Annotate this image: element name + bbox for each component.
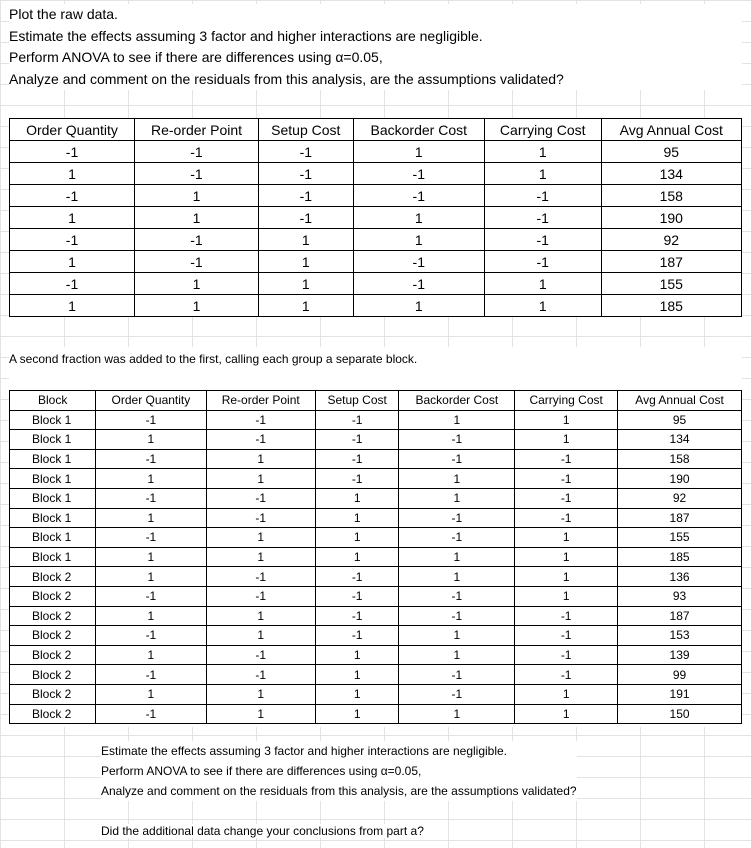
table-cell[interactable]: -1 <box>353 163 484 185</box>
table-cell[interactable]: Block 1 <box>10 508 96 528</box>
table-cell[interactable]: Block 2 <box>10 704 96 724</box>
table-cell[interactable]: 1 <box>353 229 484 251</box>
table-cell[interactable]: 99 <box>618 665 742 685</box>
table-cell[interactable]: 1 <box>135 295 259 317</box>
table-cell[interactable]: -1 <box>515 469 618 489</box>
header-carrying-cost: Carrying Cost <box>484 119 601 141</box>
table-cell[interactable]: 1 <box>484 295 601 317</box>
table-row <box>10 229 742 251</box>
table-cell[interactable]: -1 <box>353 273 484 295</box>
table-cell[interactable]: -1 <box>315 606 399 626</box>
table-cell[interactable]: 1 <box>10 207 135 229</box>
table-row <box>10 586 742 606</box>
table-cell[interactable]: 1 <box>515 410 618 430</box>
instruction-line: Analyze and comment on the residuals from this analysis, are the assumptions validated? <box>9 70 564 87</box>
header-carrying-cost: Carrying Cost <box>515 391 618 411</box>
table-cell[interactable]: 1 <box>96 508 206 528</box>
table-cell[interactable]: -1 <box>315 586 399 606</box>
table-cell[interactable]: 150 <box>618 704 742 724</box>
table-cell[interactable]: 1 <box>484 273 601 295</box>
table-cell[interactable]: -1 <box>258 207 353 229</box>
table-cell[interactable]: 1 <box>135 185 259 207</box>
table-cell[interactable]: -1 <box>96 449 206 469</box>
table-cell[interactable]: -1 <box>206 586 315 606</box>
table-cell[interactable]: 1 <box>206 449 315 469</box>
table-cell[interactable]: -1 <box>96 488 206 508</box>
table-cell[interactable]: -1 <box>96 704 206 724</box>
table-cell[interactable]: -1 <box>135 163 259 185</box>
header-reorder-point: Re-order Point <box>206 391 315 411</box>
table-cell[interactable]: Block 2 <box>10 684 96 704</box>
table-cell[interactable]: -1 <box>258 141 353 163</box>
table-cell[interactable]: 1 <box>484 141 601 163</box>
table-cell[interactable]: Block 2 <box>10 665 96 685</box>
table-cell[interactable]: 1 <box>258 295 353 317</box>
table-cell[interactable]: 1 <box>315 508 399 528</box>
table-cell[interactable]: 1 <box>206 547 315 567</box>
table-cell[interactable]: -1 <box>353 251 484 273</box>
table-cell[interactable]: 1 <box>10 251 135 273</box>
table-cell[interactable]: 185 <box>618 547 742 567</box>
table-cell[interactable]: Block 2 <box>10 567 96 587</box>
table-cell[interactable]: 1 <box>399 704 515 724</box>
table-cell[interactable]: 1 <box>515 586 618 606</box>
table-cell[interactable]: -1 <box>399 586 515 606</box>
table-cell[interactable]: 1 <box>135 207 259 229</box>
table-cell[interactable]: 1 <box>96 430 206 450</box>
table-cell[interactable]: 1 <box>399 626 515 646</box>
table-cell[interactable]: 134 <box>601 163 741 185</box>
table-cell[interactable]: Block 2 <box>10 626 96 646</box>
table-cell[interactable]: -1 <box>206 645 315 665</box>
table-cell[interactable]: 1 <box>315 684 399 704</box>
table-row <box>10 251 742 273</box>
table-cell[interactable]: -1 <box>315 567 399 587</box>
table-row <box>10 207 742 229</box>
table-cell[interactable]: -1 <box>399 665 515 685</box>
table-row <box>10 449 742 469</box>
table-cell[interactable]: 1 <box>399 645 515 665</box>
table-cell[interactable]: 1 <box>206 704 315 724</box>
instruction-line: Perform ANOVA to see if there are differences using α=0.05, <box>9 49 383 65</box>
table-cell[interactable]: -1 <box>515 606 618 626</box>
table-row <box>10 469 742 489</box>
header-reorder-point: Re-order Point <box>135 119 259 141</box>
table-cell[interactable]: Block 1 <box>10 430 96 450</box>
table-cell[interactable]: 136 <box>618 567 742 587</box>
table-cell[interactable]: -1 <box>399 606 515 626</box>
table-row <box>10 547 742 567</box>
table-row <box>10 665 742 685</box>
table-cell[interactable]: 1 <box>10 163 135 185</box>
table-row <box>10 645 742 665</box>
table-cell[interactable]: -1 <box>135 229 259 251</box>
table-row <box>10 295 742 317</box>
table-cell[interactable]: -1 <box>96 586 206 606</box>
table-cell[interactable]: -1 <box>399 430 515 450</box>
table-cell[interactable]: -1 <box>206 430 315 450</box>
table-cell[interactable]: -1 <box>399 508 515 528</box>
instruction-line: Estimate the effects assuming 3 factor and higher interactions are negligible. <box>101 744 508 758</box>
table-cell[interactable]: -1 <box>515 626 618 646</box>
instruction-line: Plot the raw data. <box>9 6 118 22</box>
table-cell[interactable]: -1 <box>315 469 399 489</box>
second-fraction-note: A second fraction was added to the first, calling each group a separate block. <box>9 352 418 366</box>
table-cell[interactable]: -1 <box>258 185 353 207</box>
table-cell[interactable]: -1 <box>135 251 259 273</box>
table-cell[interactable]: 1 <box>206 626 315 646</box>
table-row <box>10 185 742 207</box>
table-cell[interactable]: -1 <box>10 185 135 207</box>
table-cell[interactable]: 1 <box>206 684 315 704</box>
final-question: Did the additional data change your conclusions from part a? <box>101 824 424 838</box>
table-cell[interactable]: 1 <box>206 606 315 626</box>
table-cell[interactable]: 134 <box>618 430 742 450</box>
table-cell[interactable]: 187 <box>618 606 742 626</box>
instruction-line: Analyze and comment on the residuals from this analysis, are the assumptions validated? <box>101 784 577 798</box>
table-cell[interactable]: -1 <box>258 163 353 185</box>
header-order-quantity: Order Quantity <box>96 391 206 411</box>
table-cell[interactable]: 1 <box>399 488 515 508</box>
table-cell[interactable]: 1 <box>353 295 484 317</box>
table-cell[interactable]: -1 <box>206 488 315 508</box>
table-cell[interactable]: 1 <box>399 410 515 430</box>
table-cell[interactable]: -1 <box>10 229 135 251</box>
table-cell[interactable]: -1 <box>484 251 601 273</box>
table-cell[interactable]: Block 2 <box>10 645 96 665</box>
instruction-line: Perform ANOVA to see if there are differences using α=0.05, <box>101 764 422 778</box>
table-cell[interactable]: 1 <box>484 163 601 185</box>
table-cell[interactable]: -1 <box>315 430 399 450</box>
header-backorder-cost: Backorder Cost <box>353 119 484 141</box>
table-cell[interactable]: 155 <box>618 528 742 548</box>
table-cell[interactable]: 158 <box>601 185 741 207</box>
table-cell[interactable]: 95 <box>618 410 742 430</box>
table-cell[interactable]: Block 1 <box>10 449 96 469</box>
table-cell[interactable]: Block 1 <box>10 488 96 508</box>
table-cell[interactable]: 190 <box>601 207 741 229</box>
table-cell[interactable]: Block 2 <box>10 606 96 626</box>
table-cell[interactable]: 1 <box>515 528 618 548</box>
table-header-row <box>10 391 742 411</box>
table-row <box>10 488 742 508</box>
table-cell[interactable]: -1 <box>10 273 135 295</box>
table-row <box>10 528 742 548</box>
table-cell[interactable]: -1 <box>96 528 206 548</box>
table-cell[interactable]: 1 <box>515 684 618 704</box>
header-setup-cost: Setup Cost <box>315 391 399 411</box>
table-cell[interactable]: 190 <box>618 469 742 489</box>
table-cell[interactable]: -1 <box>206 410 315 430</box>
table-cell[interactable]: -1 <box>135 141 259 163</box>
table-cell[interactable]: 1 <box>206 528 315 548</box>
table-cell[interactable]: Block 2 <box>10 586 96 606</box>
table-cell[interactable]: -1 <box>96 626 206 646</box>
table-cell[interactable]: 1 <box>96 469 206 489</box>
table-cell[interactable]: 1 <box>96 606 206 626</box>
header-setup-cost: Setup Cost <box>258 119 353 141</box>
table-cell[interactable]: 95 <box>601 141 741 163</box>
instructions-top <box>9 4 742 90</box>
table-cell[interactable]: 191 <box>618 684 742 704</box>
table-cell[interactable]: -1 <box>96 665 206 685</box>
table-cell[interactable]: -1 <box>484 185 601 207</box>
table-cell[interactable]: 1 <box>96 684 206 704</box>
table-cell[interactable]: -1 <box>399 528 515 548</box>
design-table-1 <box>9 118 742 317</box>
table-cell[interactable]: -1 <box>515 449 618 469</box>
table-cell[interactable]: 1 <box>315 528 399 548</box>
table-cell[interactable]: 1 <box>399 469 515 489</box>
table-cell[interactable]: 1 <box>96 645 206 665</box>
table-cell[interactable]: 1 <box>399 567 515 587</box>
table-cell[interactable]: 92 <box>601 229 741 251</box>
table-cell[interactable]: -1 <box>206 665 315 685</box>
table-row <box>10 626 742 646</box>
table-cell[interactable]: Block 1 <box>10 528 96 548</box>
table-row <box>10 430 742 450</box>
table-cell[interactable]: 1 <box>315 488 399 508</box>
table-cell[interactable]: -1 <box>515 508 618 528</box>
table-cell[interactable]: Block 1 <box>10 410 96 430</box>
table-cell[interactable]: -1 <box>10 141 135 163</box>
table-cell[interactable]: 1 <box>258 229 353 251</box>
table-row <box>10 567 742 587</box>
header-avg-annual-cost: Avg Annual Cost <box>618 391 742 411</box>
table-cell[interactable]: -1 <box>315 449 399 469</box>
table-cell[interactable]: 1 <box>353 207 484 229</box>
table-cell[interactable]: 1 <box>96 547 206 567</box>
table-header-row <box>10 119 742 141</box>
table-cell[interactable]: -1 <box>399 684 515 704</box>
table-cell[interactable]: 1 <box>258 273 353 295</box>
table-row <box>10 410 742 430</box>
header-order-quantity: Order Quantity <box>10 119 135 141</box>
table-cell[interactable]: 1 <box>515 567 618 587</box>
table-row <box>10 141 742 163</box>
table-cell[interactable]: 1 <box>353 141 484 163</box>
table-cell[interactable]: 153 <box>618 626 742 646</box>
table-row <box>10 273 742 295</box>
table-cell[interactable]: 1 <box>315 665 399 685</box>
table-cell[interactable]: -1 <box>515 645 618 665</box>
table-cell[interactable]: 1 <box>315 547 399 567</box>
table-cell[interactable]: 185 <box>601 295 741 317</box>
table-row <box>10 684 742 704</box>
table-row <box>10 163 742 185</box>
header-block: Block <box>10 391 96 411</box>
table-cell[interactable]: -1 <box>315 410 399 430</box>
header-backorder-cost: Backorder Cost <box>399 391 515 411</box>
table-cell[interactable]: -1 <box>353 185 484 207</box>
instructions-bottom <box>101 741 577 801</box>
table-row <box>10 606 742 626</box>
table-cell[interactable]: 139 <box>618 645 742 665</box>
table-cell[interactable]: -1 <box>96 410 206 430</box>
table-cell[interactable]: Block 1 <box>10 547 96 567</box>
table-cell[interactable]: 155 <box>601 273 741 295</box>
table-cell[interactable]: 187 <box>618 508 742 528</box>
table-cell[interactable]: -1 <box>315 626 399 646</box>
table-cell[interactable]: 1 <box>315 645 399 665</box>
table-cell[interactable]: -1 <box>206 567 315 587</box>
table-cell[interactable]: 1 <box>515 547 618 567</box>
table-cell[interactable]: -1 <box>484 207 601 229</box>
table-cell[interactable]: 1 <box>135 273 259 295</box>
table-cell[interactable]: Block 1 <box>10 469 96 489</box>
table-cell[interactable]: 1 <box>315 704 399 724</box>
table-cell[interactable]: -1 <box>206 508 315 528</box>
table-row <box>10 508 742 528</box>
table-cell[interactable]: 1 <box>515 704 618 724</box>
table-cell[interactable]: -1 <box>484 229 601 251</box>
table-cell[interactable]: 1 <box>96 567 206 587</box>
header-avg-annual-cost: Avg Annual Cost <box>601 119 741 141</box>
table-cell[interactable]: 92 <box>618 488 742 508</box>
table-cell[interactable]: 1 <box>399 547 515 567</box>
table-cell[interactable]: -1 <box>399 449 515 469</box>
table-cell[interactable]: 187 <box>601 251 741 273</box>
table-cell[interactable]: 1 <box>206 469 315 489</box>
table-cell[interactable]: -1 <box>515 665 618 685</box>
table-cell[interactable]: -1 <box>515 488 618 508</box>
table-cell[interactable]: 1 <box>10 295 135 317</box>
table-row <box>10 704 742 724</box>
table-cell[interactable]: 93 <box>618 586 742 606</box>
instruction-line: Estimate the effects assuming 3 factor and higher interactions are negligible. <box>9 27 483 44</box>
table-cell[interactable]: 1 <box>515 430 618 450</box>
design-table-2 <box>9 390 742 724</box>
table-cell[interactable]: 158 <box>618 449 742 469</box>
table-cell[interactable]: 1 <box>258 251 353 273</box>
